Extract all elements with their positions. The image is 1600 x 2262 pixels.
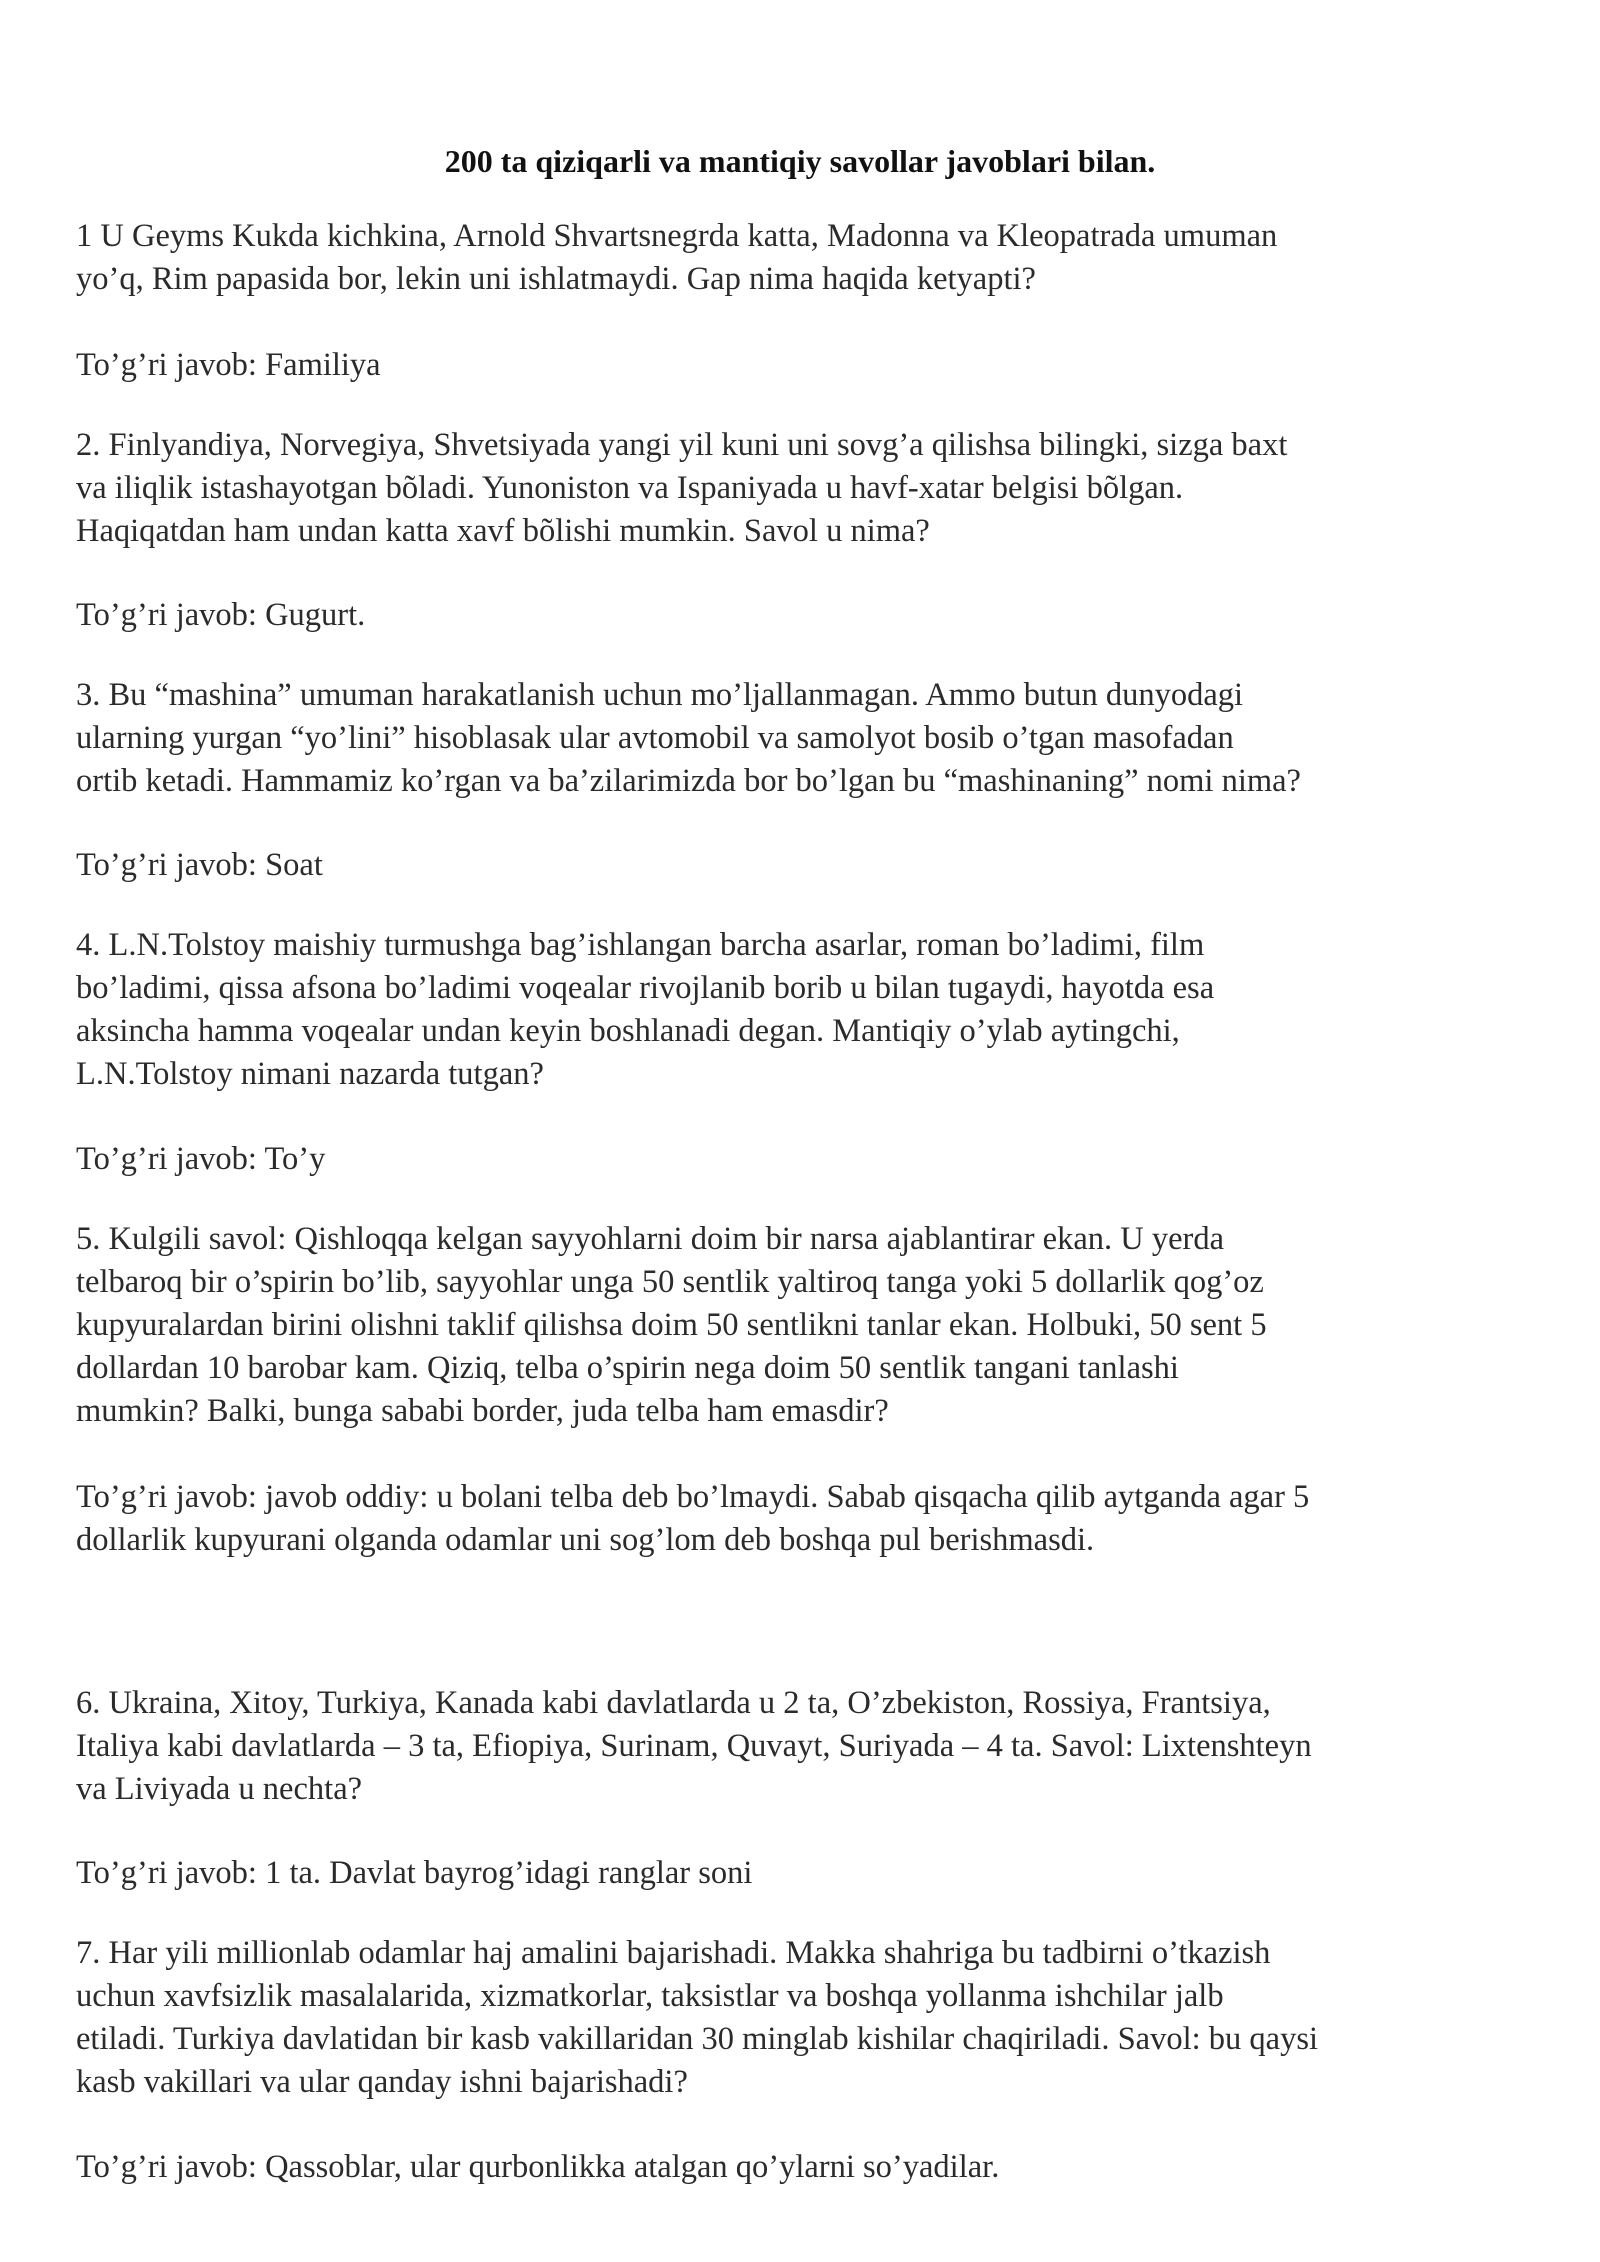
document-title: 200 ta qiziqarli va mantiqiy savollar javoblari bilan. [444, 143, 1156, 179]
question-line: dollardan 10 barobar kam. Qiziq, telba o’spirin nega doim 50 sentlik tangani tanlashi [76, 1350, 1179, 1386]
answer-line: To’g’ri javob: To’y [76, 1141, 326, 1177]
question-line: Italiya kabi davlatlarda – 3 ta, Efiopiya, Surinam, Quvayt, Suriyada – 4 ta. Savol: Lixtenshteyn [76, 1728, 1312, 1764]
answer-3 [76, 844, 1536, 887]
question-3 [76, 674, 1536, 803]
question-line: kupyuralardan birini olishni taklif qilishsa doim 50 sentlikni tanlar ekan. Holbuki, 50 sent 5 [76, 1307, 1267, 1343]
question-1 [76, 215, 1536, 301]
question-line: Haqiqatdan ham undan katta xavf bõlishi mumkin. Savol u nima? [76, 513, 930, 549]
question-line: 7. Har yili millionlab odamlar haj amalini bajarishadi. Makka shahriga bu tadbirni o’tkazish [76, 1935, 1271, 1971]
question-line: uchun xavfsizlik masalalarida, xizmatkorlar, taksistlar va boshqa yollanma ishchilar jalb [76, 1978, 1224, 2014]
question-line: mumkin? Balki, bunga sababi border, juda telba ham emasdir? [76, 1393, 889, 1429]
answer-1 [76, 344, 1536, 387]
question-line: 4. L.N.Tolstoy maishiy turmushga bag’ishlangan barcha asarlar, roman bo’ladimi, film [76, 927, 1205, 963]
question-7 [76, 1932, 1536, 2104]
answer-line: To’g’ri javob: javob oddiy: u bolani telba deb bo’lmaydi. Sabab qisqacha qilib aytganda agar 5 [76, 1479, 1310, 1515]
question-line: L.N.Tolstoy nimani nazarda tutgan? [76, 1056, 544, 1092]
question-line: 3. Bu “mashina” umuman harakatlanish uchun mo’ljallanmagan. Ammo butun dunyodagi [76, 677, 1244, 713]
question-line: bo’ladimi, qissa afsona bo’ladimi voqealar rivojlanib borib u bilan tugaydi, hayotda esa [76, 970, 1215, 1006]
answer-line: To’g’ri javob: Familiya [76, 347, 381, 383]
answer-2 [76, 594, 1536, 637]
question-line: 6. Ukraina, Xitoy, Turkiya, Kanada kabi davlatlarda u 2 ta, O’zbekiston, Rossiya, Frantsiya, [76, 1685, 1271, 1721]
question-line: aksincha hamma voqealar undan keyin boshlanadi degan. Mantiqiy o’ylab aytingchi, [76, 1013, 1180, 1049]
question-line: 5. Kulgili savol: Qishloqqa kelgan sayyohlarni doim bir narsa ajablantirar ekan. U yerda [76, 1221, 1225, 1257]
question-line: ularning yurgan “yo’lini” hisoblasak ular avtomobil va samolyot bosib o’tgan masofadan [76, 720, 1234, 756]
answer-6 [76, 1852, 1536, 1895]
question-line: telbaroq bir o’spirin bo’lib, sayyohlar unga 50 sentlik yaltiroq tanga yoki 5 dollarlik qog’oz [76, 1264, 1264, 1300]
question-6 [76, 1682, 1536, 1811]
question-line: 2. Finlyandiya, Norvegiya, Shvetsiyada yangi yil kuni uni sovg’a qilishsa bilingki, sizga baxt [76, 427, 1288, 463]
answer-line: dollarlik kupyurani olganda odamlar uni sog’lom deb boshqa pul berishmasdi. [76, 1522, 1095, 1558]
question-line: yo’q, Rim papasida bor, lekin uni ishlatmaydi. Gap nima haqida ketyapti? [76, 261, 1036, 297]
question-line: kasb vakillari va ular qanday ishni bajarishadi? [76, 2064, 688, 2100]
question-line: va Liviyada u nechta? [76, 1771, 363, 1807]
answer-4 [76, 1138, 1536, 1181]
question-line: 1 U Geyms Kukda kichkina, Arnold Shvartsnegrda katta, Madonna va Kleopatrada umuman [76, 218, 1278, 254]
question-line: etiladi. Turkiya davlatidan bir kasb vakillaridan 30 minglab kishilar chaqiriladi. Savol: bu qaysi [76, 2021, 1318, 2057]
answer-line: To’g’ri javob: Qassoblar, ular qurbonlikka atalgan qo’ylarni so’yadilar. [76, 2149, 1000, 2185]
answer-5 [76, 1476, 1536, 1562]
answer-line: To’g’ri javob: Gugurt. [76, 597, 366, 633]
question-2 [76, 424, 1536, 553]
answer-7 [76, 2146, 1536, 2189]
answer-line: To’g’ri javob: 1 ta. Davlat bayrog’idagi ranglar soni [76, 1855, 753, 1891]
question-line: va iliqlik istashayotgan bõladi. Yunoniston va Ispaniyada u havf-xatar belgisi bõlgan. [76, 470, 1184, 506]
question-4 [76, 924, 1536, 1096]
question-line: ortib ketadi. Hammamiz ko’rgan va ba’zilarimizda bor bo’lgan bu “mashinaning” nomi nima? [76, 763, 1301, 799]
answer-line: To’g’ri javob: Soat [76, 847, 323, 883]
question-5 [76, 1218, 1536, 1433]
